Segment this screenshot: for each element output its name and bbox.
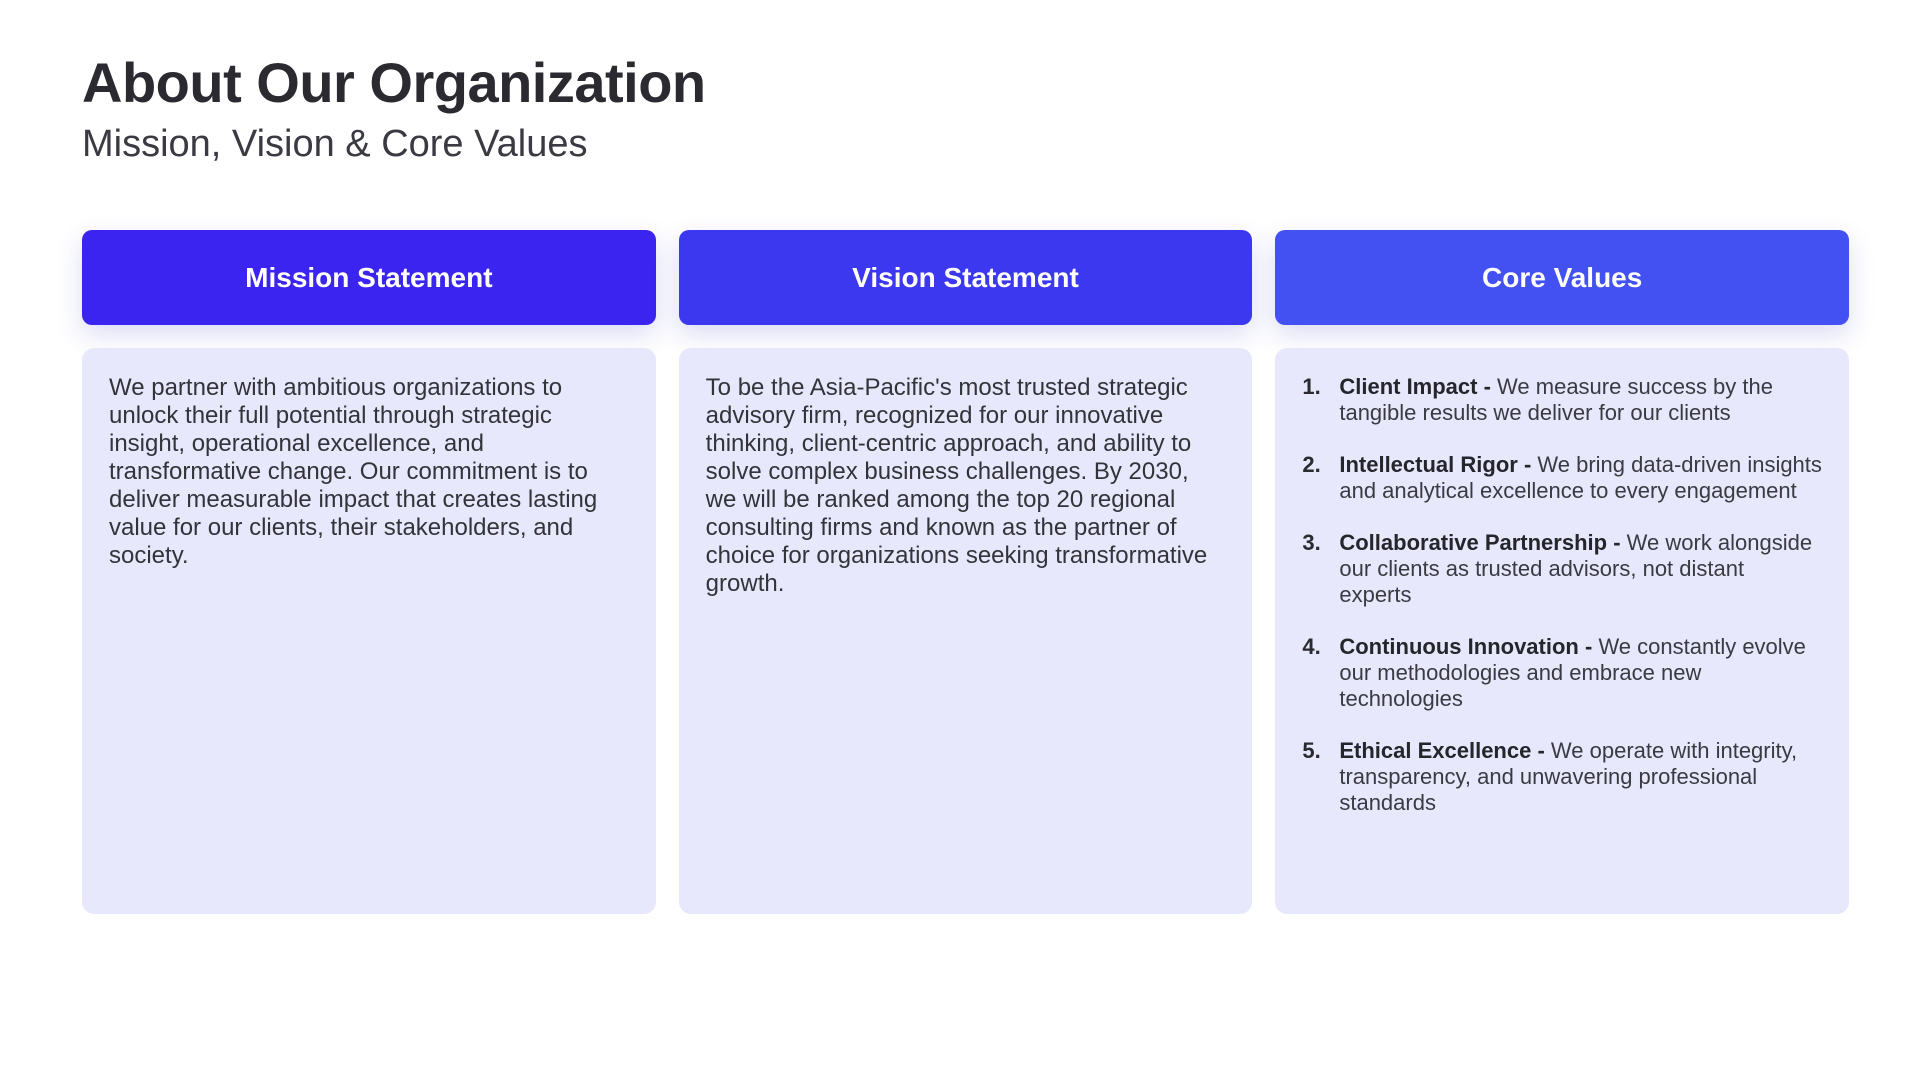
page-subtitle: Mission, Vision & Core Values: [82, 123, 588, 165]
value-number: 1.: [1302, 374, 1321, 399]
value-description: We constantly evolve our methodologies and embrace new technologies: [1339, 634, 1806, 711]
value-item: [1302, 738, 1822, 816]
value-item: [1302, 530, 1822, 608]
mission-header: Mission Statement: [82, 230, 656, 325]
value-item: [1302, 374, 1822, 426]
value-name: Collaborative Partnership: [1339, 530, 1608, 555]
value-name: Ethical Excellence: [1339, 738, 1532, 763]
value-separator: -: [1607, 530, 1627, 555]
value-name: Intellectual Rigor: [1339, 452, 1518, 477]
value-separator: -: [1531, 738, 1551, 763]
mission-column: [82, 230, 656, 914]
page-title: About Our Organization: [82, 51, 706, 114]
value-text: [1339, 530, 1822, 608]
columns-container: [82, 230, 1849, 914]
mission-card: [82, 348, 656, 914]
value-number: 2.: [1302, 452, 1321, 477]
vision-card: [679, 348, 1253, 914]
value-description: We bring data-driven insights and analytical excellence to every engagement: [1339, 452, 1822, 503]
value-text: [1339, 738, 1822, 816]
value-separator: -: [1578, 634, 1599, 659]
value-separator: -: [1477, 374, 1498, 399]
value-separator: -: [1517, 452, 1538, 477]
values-card: [1275, 348, 1849, 914]
value-item: [1302, 452, 1822, 504]
value-number: 4.: [1302, 634, 1321, 659]
mission-text: We partner with ambitious organizations to unlock their full potential through strategic insight, operational excellence, and transformative change. Our commitment is to deliver measurable impact that creates lasting value for our clients, their stakeholders, and society.: [109, 374, 598, 569]
value-description: We measure success by the tangible results we deliver for our clients: [1339, 374, 1773, 425]
values-header: Core Values: [1275, 230, 1849, 325]
value-number: 5.: [1302, 738, 1321, 763]
values-column: [1275, 230, 1849, 914]
values-list: [1302, 374, 1822, 816]
value-description: We operate with integrity, transparency, and unwavering professional standards: [1339, 738, 1798, 815]
value-text: [1339, 452, 1822, 504]
vision-header: Vision Statement: [679, 230, 1253, 325]
vision-column: [679, 230, 1253, 914]
value-number: 3.: [1302, 530, 1321, 555]
value-text: [1339, 634, 1822, 712]
vision-text: To be the Asia-Pacific's most trusted strategic advisory firm, recognized for our innovative thinking, client-centric approach, and ability to solve complex business challenges. By 2030, we will be ranked among the top 20 regional consulting firms and known as the partner of choice for organizations seeking transformative growth.: [705, 374, 1208, 597]
value-item: [1302, 634, 1822, 712]
value-name: Client Impact: [1339, 374, 1478, 399]
value-description: We work alongside our clients as trusted advisors, not distant experts: [1339, 530, 1813, 607]
value-name: Continuous Innovation: [1339, 634, 1579, 659]
value-text: [1339, 374, 1822, 426]
